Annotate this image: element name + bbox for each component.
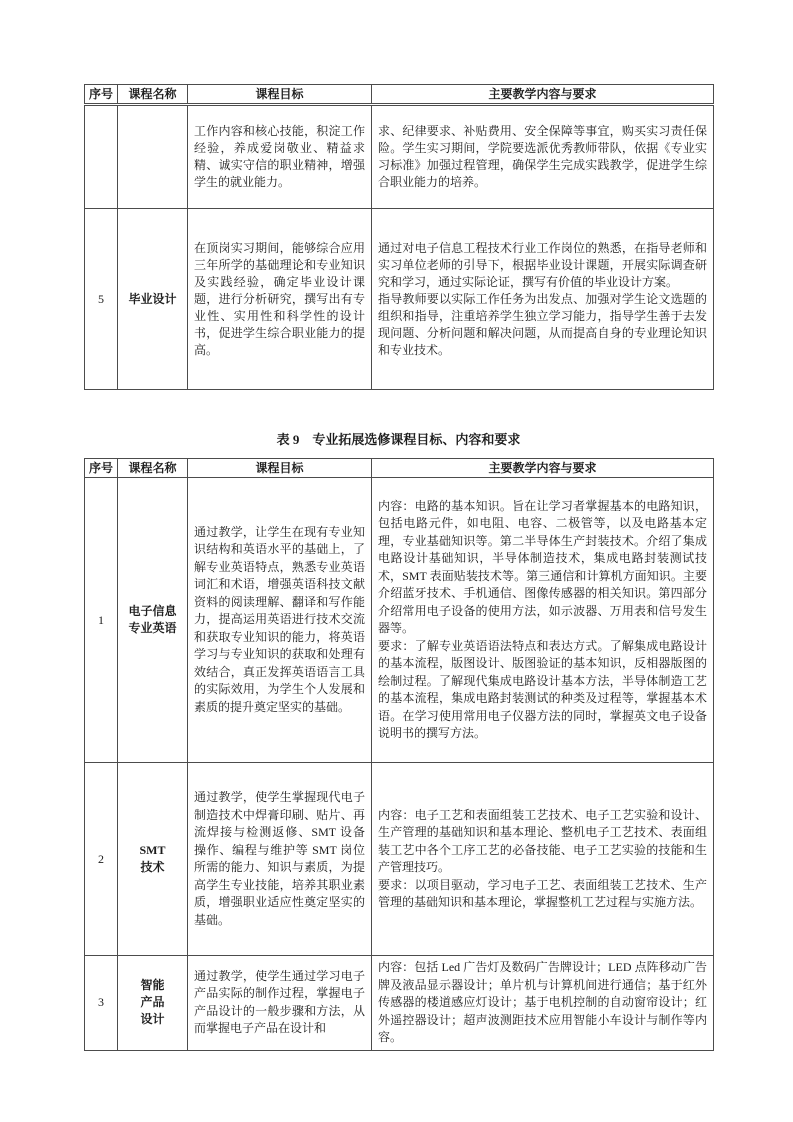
teaching-content-paragraph: 指导教师要以实际工作任务为出发点、加强对学生论文选题的组织和指导，注重培养学生独立学习能力，指导学生善于去发现问题、分析问题和解决问题，从而提高自身的专业理论知识和专业技术。	[378, 291, 707, 357]
course-name-line: 设计	[140, 1012, 165, 1027]
teaching-content-paragraph: 内容：电路的基本知识。旨在让学习者掌握基本的电路知识，包括电路元件，如电阻、电容、二极管等，以及电路基本定理，专业基础知识等。第二半导体生产封装技术。介绍了集成电路设计基础知识，半导体制造技术，集成电路封装测试技术，SMT 表面贴装技术等。第三通信和计算机方面知识。主要介绍蓝牙技术、手机通信、图像传感器的相关知识。第四部分介绍常用电子设备的使用方法，如示波器、万用表和信号发生器等。	[378, 498, 707, 635]
table-row-biyesheji	[85, 209, 714, 390]
teaching-content-paragraph: 通过对电子信息工程技术行业工作岗位的熟悉，在指导老师和实习单位老师的引导下，根据毕业设计课题，开展实际调查研究和学习，通过实际论证，撰写有价值的毕业设计方案。	[378, 240, 707, 289]
cell-course-goal	[188, 105, 372, 209]
cell-teaching-content	[372, 209, 714, 390]
header-xuhao: 序号	[85, 459, 118, 478]
page-content	[84, 84, 713, 1051]
course-name-line: 技术	[140, 860, 165, 874]
cell-course-name	[118, 478, 188, 763]
course-goal-text: 工作内容和核心技能，积淀工作经验，养成爱岗敬业、精益求精、诚实守信的职业精神，增强学生的就业能力。	[194, 124, 365, 189]
cell-course-name: 毕业设计	[118, 209, 188, 390]
core-course-table-continued	[84, 84, 714, 390]
course-name-line: 产品	[140, 995, 165, 1010]
teaching-content-paragraph: 要求：了解专业英语语法特点和表达方式。了解集成电路设计的基本流程，版图设计、版图验证的基本知识，反相器版图的绘制过程。了解现代集成电路设计基本方法，半导体制造工艺的基本流程，集成电路封装测试的种类及过程等，掌握基本术语。在学习使用常用电子仪器方法的同时，掌握英文电子设备说明书的撰写方法。	[378, 638, 707, 740]
header-teaching-content: 主要教学内容与要求	[372, 459, 714, 478]
header-course-goal: 课程目标	[188, 85, 372, 105]
cell-no: 1	[85, 478, 118, 763]
course-goal-text: 通过教学，使学生通过学习电子产品实际的制作过程，掌握电子产品设计的一般步骤和方法，从而掌握电子产品在设计和	[194, 968, 365, 1036]
cell-course-goal	[188, 763, 372, 956]
course-goal-text: 通过教学，让学生在现有专业知识结构和英语水平的基础上，了解专业英语特点，熟悉专业英语词汇和术语，增强英语科技文献资料的阅读理解、翻译和写作能力，提高运用英语进行技术交流和获取专业知识的能力，将英语学习与专业知识的获取和处理有效结合，真正发挥英语语言工具的实际效用，为学生个人发展和素质的提升奠定坚实的基础。	[194, 524, 365, 714]
cell-course-name	[118, 105, 188, 209]
cell-no: 2	[85, 763, 118, 956]
cell-course-name	[118, 956, 188, 1051]
header-course-name: 课程名称	[118, 85, 188, 105]
cell-course-name	[118, 763, 188, 956]
cell-teaching-content	[372, 105, 714, 209]
cell-teaching-content	[372, 478, 714, 763]
teaching-content-paragraph: 内容：包括 Led 广告灯及数码广告牌设计；LED 点阵移动广告牌及液品显示器设计；单片机与计算机间进行通信；基于红外传感器的楼道感应灯设计；基于电机控制的自动窗帘设计；红外遥控器设计；超声波测距技术应用智能小车设计与制作等内容。	[378, 960, 707, 1044]
cell-no: 3	[85, 956, 118, 1051]
cell-teaching-content	[372, 763, 714, 956]
table-row-smart-product	[85, 956, 714, 1051]
course-name-line: SMT	[139, 843, 166, 857]
cell-teaching-content	[372, 956, 714, 1051]
table-row-smt	[85, 763, 714, 956]
table9-caption: 表 9 专业拓展选修课程目标、内容和要求	[276, 432, 521, 447]
header-course-name: 课程名称	[118, 459, 188, 478]
course-goal-text: 在顶岗实习期间，能够综合应用三年所学的基础理论和专业知识及实践经验，确定毕业设计课题，进行分析研究，撰写出有专业性、实用性和科学性的设计书，促进学生综合职业能力的提高。	[194, 240, 365, 357]
cell-no: 5	[85, 209, 118, 390]
teaching-content-paragraph: 内容：电子工艺和表面组装工艺技术、电子工艺实验和设计、生产管理的基础知识和基本理论、整机电子工艺技术、表面组装工艺中各个工序工艺的必备技能、电子工艺实验的技能和生产管理技巧。	[378, 807, 707, 874]
table-row-english	[85, 478, 714, 763]
course-name-line: 电子信息	[128, 604, 177, 618]
cell-course-goal	[188, 209, 372, 390]
course-name-line: 专业英语	[128, 621, 177, 635]
cell-no	[85, 105, 118, 209]
course-name-line: 智能	[140, 978, 165, 993]
course-goal-text: 通过教学，使学生掌握现代电子制造技术中焊膏印刷、贴片、再流焊接与检测返修、SMT 设备操作、编程与维护等 SMT 岗位所需的能力、知识与素质，为提高学生专业技能，培养其职业素质，增强职业适应性奠定坚实的基础。	[194, 790, 365, 927]
table-row-continuation	[85, 105, 714, 209]
cell-course-goal	[188, 478, 372, 763]
header-teaching-content: 主要教学内容与要求	[372, 85, 714, 105]
elective-course-table	[84, 458, 714, 1051]
header-xuhao: 序号	[85, 85, 118, 105]
table-header-row	[85, 85, 714, 105]
header-course-goal: 课程目标	[188, 459, 372, 478]
teaching-content-paragraph: 要求：以项目驱动，学习电子工艺、表面组装工艺技术、生产管理的基础知识和基本理论，掌握整机工艺过程与实施方法。	[378, 877, 707, 909]
teaching-content-text: 求、纪律要求、补贴费用、安全保障等事宜，购买实习责任保险。学生实习期间，学院要选派优秀教师带队，依据《专业实习标准》加强过程管理，确保学生完成实践教学，促进学生综合职业能力的培养。	[378, 124, 707, 189]
cell-course-goal	[188, 956, 372, 1051]
table-header-row	[85, 459, 714, 478]
